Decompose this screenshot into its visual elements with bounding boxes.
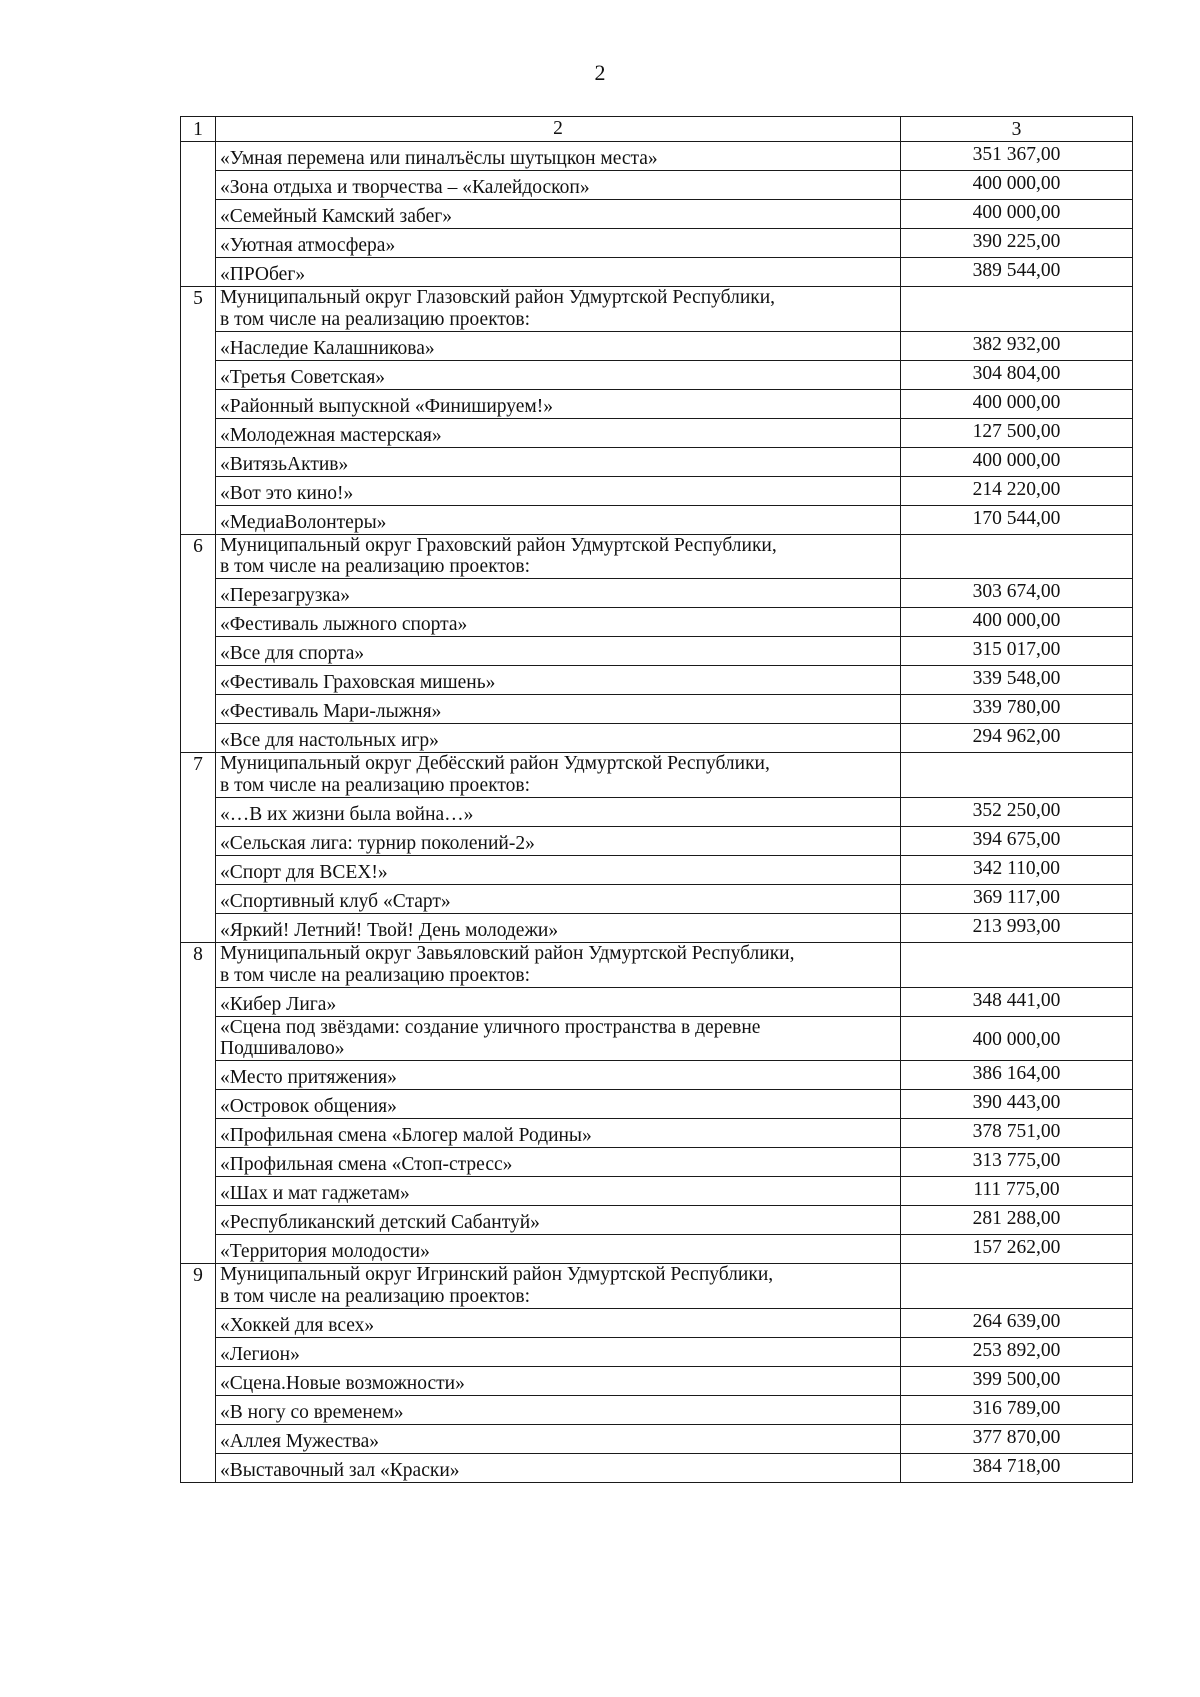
project-amount-cell: 382 932,00: [901, 331, 1133, 360]
project-name: «Сцена под звёздами: создание уличного пространства в деревне: [220, 1016, 761, 1038]
project-row: [181, 1206, 1133, 1235]
row-number-cell: [181, 229, 216, 258]
district-amount-cell: [901, 942, 1133, 987]
project-name: «Шах и мат гаджетам»: [220, 1183, 410, 1205]
project-row: [181, 142, 1133, 171]
project-amount-cell: 400 000,00: [901, 200, 1133, 229]
row-number-cell: [181, 1424, 216, 1453]
project-name-cell: [216, 1337, 901, 1366]
project-row: [181, 1424, 1133, 1453]
row-number-cell: [181, 913, 216, 942]
project-name: «Зона отдыха и творчества – «Калейдоскоп»: [220, 177, 590, 199]
project-name: «Островок общения»: [220, 1096, 397, 1118]
project-row: [181, 360, 1133, 389]
project-amount-cell: 213 993,00: [901, 913, 1133, 942]
project-name-cell: [216, 418, 901, 447]
project-name-cell: [216, 142, 901, 171]
row-number-cell: [181, 695, 216, 724]
project-row: [181, 1308, 1133, 1337]
project-name-cell: [216, 1424, 901, 1453]
project-amount-cell: 400 000,00: [901, 1016, 1133, 1061]
project-row: [181, 826, 1133, 855]
row-number-cell: [181, 1235, 216, 1264]
project-amount-cell: 369 117,00: [901, 884, 1133, 913]
project-amount-cell: 386 164,00: [901, 1061, 1133, 1090]
project-amount-cell: 390 225,00: [901, 229, 1133, 258]
project-amount-cell: 303 674,00: [901, 579, 1133, 608]
row-number-cell: [181, 579, 216, 608]
project-name: «В ногу со временем»: [220, 1402, 404, 1424]
row-number-cell: [181, 1366, 216, 1395]
funding-table: [180, 116, 1133, 1483]
project-amount-cell: 400 000,00: [901, 171, 1133, 200]
district-amount-cell: [901, 534, 1133, 579]
row-number-cell: [181, 724, 216, 753]
project-name-cell: [216, 913, 901, 942]
district-line: в том числе на реализацию проектов:: [220, 556, 531, 578]
project-row: [181, 797, 1133, 826]
project-name: «Легион»: [220, 1344, 300, 1366]
project-name: «Республиканский детский Сабантуй»: [220, 1212, 540, 1234]
project-name: «Спортивный клуб «Старт»: [220, 891, 451, 913]
row-number-cell: [181, 1090, 216, 1119]
project-name-cell: [216, 855, 901, 884]
project-row: [181, 476, 1133, 505]
project-name-cell: [216, 1235, 901, 1264]
project-name: «МедиаВолонтеры»: [220, 511, 387, 533]
project-amount-cell: 253 892,00: [901, 1337, 1133, 1366]
project-name-cell: [216, 608, 901, 637]
project-row: [181, 637, 1133, 666]
project-name: «Территория молодости»: [220, 1241, 430, 1263]
project-amount-cell: 400 000,00: [901, 608, 1133, 637]
project-amount-cell: 339 780,00: [901, 695, 1133, 724]
project-row: [181, 1177, 1133, 1206]
header-col-3: 3: [901, 117, 1133, 142]
row-number-cell: [181, 666, 216, 695]
project-name: «Фестиваль лыжного спорта»: [220, 614, 468, 636]
project-row: [181, 389, 1133, 418]
district-line: в том числе на реализацию проектов:: [220, 1286, 531, 1308]
project-name-cell: [216, 229, 901, 258]
project-name: «Сельская лига: турнир поколений-2»: [220, 833, 535, 855]
project-name-cell: [216, 1090, 901, 1119]
project-name-cell: [216, 1061, 901, 1090]
project-name: «Аллея Мужества»: [220, 1431, 380, 1453]
project-row: [181, 695, 1133, 724]
project-row: [181, 1061, 1133, 1090]
project-amount-cell: 390 443,00: [901, 1090, 1133, 1119]
project-row: [181, 331, 1133, 360]
project-name-cell: [216, 884, 901, 913]
district-line: в том числе на реализацию проектов:: [220, 775, 531, 797]
project-amount-cell: 214 220,00: [901, 476, 1133, 505]
district-name-cell: [216, 942, 901, 987]
project-amount-cell: 384 718,00: [901, 1453, 1133, 1482]
page-number: 2: [594, 60, 606, 85]
project-amount-cell: 389 544,00: [901, 258, 1133, 287]
project-amount-cell: 294 962,00: [901, 724, 1133, 753]
project-row: [181, 608, 1133, 637]
row-number-cell: [181, 331, 216, 360]
project-amount-cell: 351 367,00: [901, 142, 1133, 171]
project-amount-cell: 315 017,00: [901, 637, 1133, 666]
district-line: Муниципальный округ Игринский район Удмуртской Республики,: [220, 1264, 774, 1286]
project-name-cell: [216, 171, 901, 200]
district-row: [181, 942, 1133, 987]
project-row: [181, 855, 1133, 884]
row-number-cell: [181, 389, 216, 418]
project-row: [181, 884, 1133, 913]
project-amount-cell: 170 544,00: [901, 505, 1133, 534]
project-name-cell: [216, 447, 901, 476]
district-line: Муниципальный округ Глазовский район Удмуртской Республики,: [220, 287, 776, 308]
project-name-cell: [216, 579, 901, 608]
project-row: [181, 987, 1133, 1016]
project-name-cell: [216, 1177, 901, 1206]
project-amount-cell: 316 789,00: [901, 1395, 1133, 1424]
row-number-cell: [181, 1016, 216, 1061]
project-name: «Все для настольных игр»: [220, 730, 439, 752]
row-number-cell: [181, 258, 216, 287]
project-row: [181, 724, 1133, 753]
project-amount-cell: 377 870,00: [901, 1424, 1133, 1453]
row-number-cell: [181, 1395, 216, 1424]
table-header-row: [181, 117, 1133, 142]
project-name: «…В их жизни была война…»: [220, 804, 474, 826]
project-row: [181, 418, 1133, 447]
project-name: «Все для спорта»: [220, 643, 365, 665]
project-amount-cell: 378 751,00: [901, 1119, 1133, 1148]
project-name: «Уютная атмосфера»: [220, 235, 396, 257]
row-number-cell: [181, 476, 216, 505]
project-name-cell: [216, 987, 901, 1016]
district-row: [181, 1264, 1133, 1309]
row-number-cell: [181, 1206, 216, 1235]
project-amount-cell: 111 775,00: [901, 1177, 1133, 1206]
row-number-cell: [181, 360, 216, 389]
project-name: «Фестиваль Мари-лыжня»: [220, 701, 442, 723]
district-row: [181, 287, 1133, 332]
row-number-cell: [181, 505, 216, 534]
district-amount-cell: [901, 287, 1133, 332]
district-name-cell: [216, 287, 901, 332]
row-number-cell: 8: [181, 942, 216, 987]
project-name: «Фестиваль Граховская мишень»: [220, 672, 496, 694]
project-name: «Профильная смена «Блогер малой Родины»: [220, 1125, 592, 1147]
row-number-cell: [181, 1453, 216, 1482]
row-number-cell: 7: [181, 753, 216, 798]
project-name: «ПРОбег»: [220, 264, 306, 286]
row-number-cell: [181, 447, 216, 476]
project-name-cell: [216, 826, 901, 855]
row-number-cell: [181, 1148, 216, 1177]
project-name: «Наследие Калашникова»: [220, 337, 435, 359]
district-amount-cell: [901, 1264, 1133, 1309]
project-name: «Перезагрузка»: [220, 585, 351, 607]
project-name: «Семейный Камский забег»: [220, 206, 452, 228]
row-number-cell: [181, 884, 216, 913]
district-amount-cell: [901, 753, 1133, 798]
district-line: Муниципальный округ Граховский район Удмуртской Республики,: [220, 534, 777, 556]
project-amount-cell: 313 775,00: [901, 1148, 1133, 1177]
project-name: «Яркий! Летний! Твой! День молодежи»: [220, 920, 559, 942]
project-name: «Место притяжения»: [220, 1067, 397, 1089]
project-row: [181, 913, 1133, 942]
project-row: [181, 447, 1133, 476]
project-row: [181, 505, 1133, 534]
row-number-cell: 9: [181, 1264, 216, 1309]
project-row: [181, 1235, 1133, 1264]
district-row: [181, 753, 1133, 798]
project-row: [181, 171, 1133, 200]
row-number-cell: [181, 418, 216, 447]
project-amount-cell: 348 441,00: [901, 987, 1133, 1016]
project-name-cell: [216, 1206, 901, 1235]
project-name: «Вот это кино!»: [220, 482, 354, 504]
row-number-cell: [181, 637, 216, 666]
project-amount-cell: 281 288,00: [901, 1206, 1133, 1235]
project-name: «Умная перемена или пиналъёслы шутыцкон места»: [220, 148, 658, 170]
project-row: [181, 1090, 1133, 1119]
project-name: «Кибер Лига»: [220, 993, 337, 1015]
row-number-cell: [181, 1061, 216, 1090]
project-row: [181, 1366, 1133, 1395]
project-row: [181, 579, 1133, 608]
row-number-cell: [181, 797, 216, 826]
table-body: [181, 117, 1133, 1483]
project-name-cell: [216, 258, 901, 287]
project-name-cell: [216, 1366, 901, 1395]
project-name-cell: [216, 695, 901, 724]
project-amount-cell: 157 262,00: [901, 1235, 1133, 1264]
row-number-cell: [181, 826, 216, 855]
project-amount-cell: 399 500,00: [901, 1366, 1133, 1395]
project-row: [181, 1453, 1133, 1482]
district-line: Муниципальный округ Завьяловский район Удмуртской Республики,: [220, 942, 795, 964]
row-number-cell: [181, 142, 216, 171]
project-name: «Районный выпускной «Финишируем!»: [220, 395, 553, 417]
project-name: «Хоккей для всех»: [220, 1315, 375, 1337]
project-amount-cell: 394 675,00: [901, 826, 1133, 855]
project-name-cell: [216, 331, 901, 360]
project-name-cell: [216, 637, 901, 666]
project-row: [181, 1119, 1133, 1148]
project-amount-cell: 400 000,00: [901, 447, 1133, 476]
project-name: «Третья Советская»: [220, 366, 386, 388]
project-name-cell: [216, 1016, 901, 1061]
project-amount-cell: 339 548,00: [901, 666, 1133, 695]
row-number-cell: [181, 1337, 216, 1366]
header-col-1: 1: [181, 117, 216, 142]
district-line: Муниципальный округ Дебёсский район Удмуртской Республики,: [220, 753, 770, 775]
project-name-cell: [216, 389, 901, 418]
row-number-cell: 6: [181, 534, 216, 579]
row-number-cell: 5: [181, 287, 216, 332]
district-name-cell: [216, 753, 901, 798]
project-name-cell: [216, 666, 901, 695]
district-line: в том числе на реализацию проектов:: [220, 308, 531, 330]
project-name-cell: [216, 797, 901, 826]
district-name-cell: [216, 1264, 901, 1309]
project-row: [181, 666, 1133, 695]
project-name-cell: [216, 1119, 901, 1148]
project-amount-cell: 342 110,00: [901, 855, 1133, 884]
project-name: «Выставочный зал «Краски»: [220, 1460, 460, 1482]
project-name: «Молодежная мастерская»: [220, 424, 442, 446]
row-number-cell: [181, 987, 216, 1016]
project-name: «Спорт для ВСЕХ!»: [220, 862, 388, 884]
row-number-cell: [181, 608, 216, 637]
district-line: в том числе на реализацию проектов:: [220, 964, 531, 986]
project-name-cell: [216, 1308, 901, 1337]
project-amount-cell: 127 500,00: [901, 418, 1133, 447]
header-col-2: 2: [216, 117, 901, 142]
project-name-cell: [216, 360, 901, 389]
project-amount-cell: 304 804,00: [901, 360, 1133, 389]
row-number-cell: [181, 1308, 216, 1337]
project-row: [181, 1337, 1133, 1366]
project-row: [181, 229, 1133, 258]
project-row: [181, 1016, 1133, 1061]
project-amount-cell: 352 250,00: [901, 797, 1133, 826]
row-number-cell: [181, 1119, 216, 1148]
project-amount-cell: 264 639,00: [901, 1308, 1133, 1337]
project-name-cell: [216, 1395, 901, 1424]
row-number-cell: [181, 200, 216, 229]
project-name: «Профильная смена «Стоп-стресс»: [220, 1154, 513, 1176]
project-name-cell: [216, 724, 901, 753]
row-number-cell: [181, 1177, 216, 1206]
project-name-continued: Подшивалово»: [220, 1038, 345, 1060]
project-name-cell: [216, 1453, 901, 1482]
project-amount-cell: 400 000,00: [901, 389, 1133, 418]
project-name-cell: [216, 200, 901, 229]
project-name: «Сцена.Новые возможности»: [220, 1373, 465, 1395]
project-name-cell: [216, 476, 901, 505]
project-name-cell: [216, 1148, 901, 1177]
project-row: [181, 1148, 1133, 1177]
project-row: [181, 258, 1133, 287]
project-row: [181, 200, 1133, 229]
project-name-cell: [216, 505, 901, 534]
project-name: «ВитязьАктив»: [220, 453, 349, 475]
district-name-cell: [216, 534, 901, 579]
project-row: [181, 1395, 1133, 1424]
row-number-cell: [181, 855, 216, 884]
row-number-cell: [181, 171, 216, 200]
district-row: [181, 534, 1133, 579]
